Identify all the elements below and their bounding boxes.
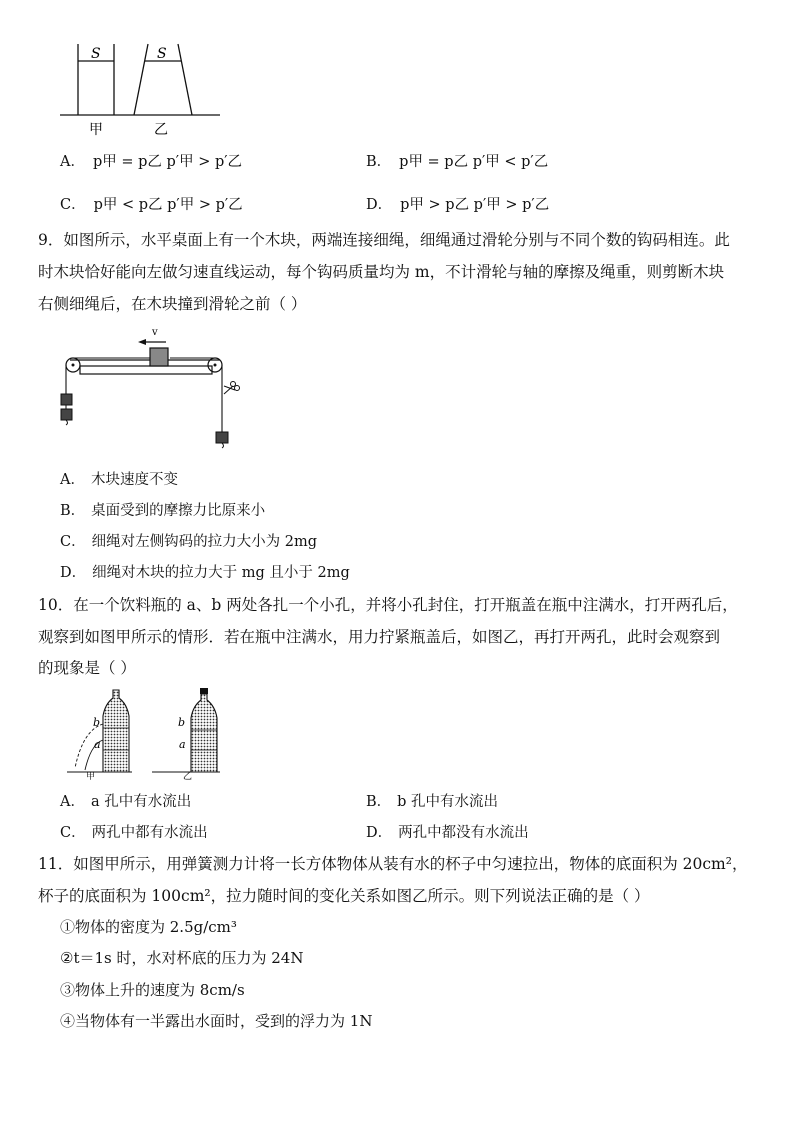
fig8-label-s1: S bbox=[91, 46, 101, 62]
q9-option-a-letter: A． bbox=[60, 472, 85, 488]
q8-option-d-text: p甲 > p乙 p′甲 > p′乙 bbox=[400, 197, 550, 213]
q10-option-b-text: b 孔中有水流出 bbox=[397, 794, 499, 810]
q10-option-b[interactable] bbox=[366, 792, 498, 812]
q11-stem-line-1: 11．如图甲所示，用弹簧测力计将一长方体物体从装有水的杯子中匀速拉出，物体的底面积为 20cm²， bbox=[38, 855, 748, 873]
q10-bottles-figure bbox=[62, 688, 252, 780]
q10-option-d-text: 两孔中都没有水流出 bbox=[398, 825, 529, 841]
q8-option-d-letter: D． bbox=[366, 197, 393, 213]
q9-stem-line-1: 9．如图所示，水平桌面上有一个木块，两端连接细绳，细绳通过滑轮分别与不同个数的钩码相连。此 bbox=[38, 231, 730, 249]
q10-stem-line-3: 的现象是（ ） bbox=[38, 659, 136, 677]
q8-option-a[interactable] bbox=[60, 152, 242, 172]
q10-option-d-letter: D． bbox=[366, 825, 393, 841]
q9-option-c[interactable] bbox=[60, 532, 317, 552]
q10-option-d[interactable] bbox=[366, 823, 529, 843]
q8-option-c-letter: C． bbox=[60, 197, 86, 213]
fig8-label-yi: 乙 bbox=[154, 122, 168, 138]
q10-option-a[interactable] bbox=[60, 792, 191, 812]
q9-stem-line-3: 右侧细绳后，在木块撞到滑轮之前（ ） bbox=[38, 295, 307, 313]
q9-option-d-letter: D． bbox=[60, 565, 87, 581]
q9-option-c-letter: C． bbox=[60, 534, 86, 550]
fig8-label-s2: S bbox=[157, 46, 167, 62]
q9-velocity-label: v bbox=[152, 327, 158, 338]
q8-option-a-letter: A． bbox=[60, 154, 85, 170]
q10-fig-label-yi: 乙 bbox=[183, 772, 193, 780]
q8-option-c-text: p甲 < p乙 p′甲 > p′乙 bbox=[93, 197, 243, 213]
q8-option-a-text: p甲 = p乙 p′甲 > p′乙 bbox=[92, 154, 243, 170]
q9-option-d-text: 细绳对木块的拉力大于 mg 且小于 2mg bbox=[92, 565, 350, 581]
q8-option-b-letter: B． bbox=[366, 154, 392, 170]
q10-option-c[interactable] bbox=[60, 823, 208, 843]
q10-fig-label-b2: b bbox=[178, 716, 186, 729]
q10-option-c-letter: C． bbox=[60, 825, 86, 841]
q9-option-b-text: 桌面受到的摩擦力比原来小 bbox=[91, 503, 266, 519]
q10-fig-label-jia: 甲 bbox=[86, 772, 96, 780]
q8-option-c[interactable] bbox=[60, 195, 243, 215]
q9-option-c-text: 细绳对左侧钩码的拉力大小为 2mg bbox=[91, 534, 317, 550]
q10-option-c-text: 两孔中都有水流出 bbox=[91, 825, 208, 841]
q10-fig-label-a2: a bbox=[179, 738, 186, 751]
q8-option-b-text: p甲 = p乙 p′甲 < p′乙 bbox=[399, 154, 549, 170]
q9-pulley-figure bbox=[58, 322, 248, 452]
q10-option-a-text: a 孔中有水流出 bbox=[90, 794, 192, 810]
q9-option-d[interactable] bbox=[60, 563, 350, 583]
q9-option-b-letter: B． bbox=[60, 503, 86, 519]
q8-containers-figure bbox=[60, 38, 230, 138]
q11-statement-1: ①物体的密度为 2.5g/cm³ bbox=[60, 918, 237, 936]
q9-stem-line-2: 时木块恰好能向左做匀速直线运动，每个钩码质量均为 m，不计滑轮与轴的摩擦及绳重，则剪断木块 bbox=[38, 263, 725, 281]
q10-option-b-letter: B． bbox=[366, 794, 392, 810]
q11-stem-line-2: 杯子的底面积为 100cm²，拉力随时间的变化关系如图乙所示。则下列说法正确的是（ ） bbox=[38, 887, 650, 905]
q10-fig-label-b: b bbox=[93, 716, 101, 729]
scissors-icon bbox=[224, 382, 240, 395]
q10-stem-line-1: 10．在一个饮料瓶的 a、b 两处各扎一个小孔，并将小孔封住，打开瓶盖在瓶中注满水，打开两孔后， bbox=[38, 596, 738, 614]
q9-option-a[interactable] bbox=[60, 470, 178, 490]
q9-option-a-text: 木块速度不变 bbox=[90, 472, 178, 488]
q10-fig-label-a: a bbox=[94, 738, 101, 751]
q11-statement-2: ②t＝1s 时，水对杯底的压力为 24N bbox=[60, 949, 304, 967]
q8-option-b[interactable] bbox=[366, 152, 548, 172]
q8-option-d[interactable] bbox=[366, 195, 549, 215]
q11-statement-4: ④当物体有一半露出水面时，受到的浮力为 1N bbox=[60, 1012, 373, 1030]
q10-stem-line-2: 观察到如图甲所示的情形．若在瓶中注满水，用力拧紧瓶盖后，如图乙，再打开两孔，此时会观察到 bbox=[38, 628, 721, 646]
q10-option-a-letter: A． bbox=[60, 794, 85, 810]
q9-option-b[interactable] bbox=[60, 501, 265, 521]
fig8-label-jia: 甲 bbox=[89, 122, 103, 138]
q11-statement-3: ③物体上升的速度为 8cm/s bbox=[60, 981, 245, 999]
